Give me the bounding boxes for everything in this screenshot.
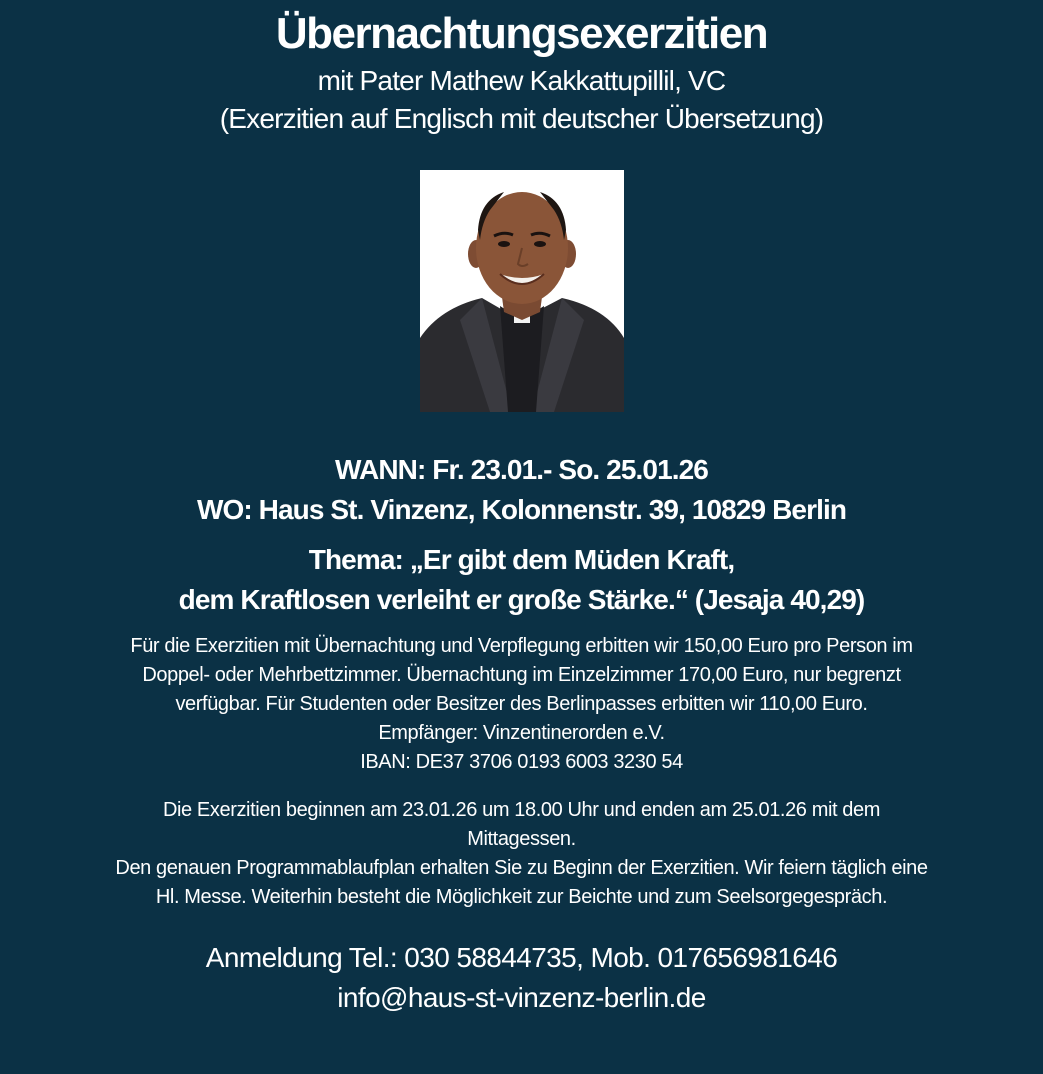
schedule-line-2: Mittagessen. bbox=[467, 828, 576, 850]
event-theme bbox=[0, 540, 1043, 620]
price-line-2: Doppel- oder Mehrbettzimmer. Übernachtung im Einzelzimmer 170,00 Euro, nur begrenzt bbox=[142, 664, 901, 686]
contact-info bbox=[0, 938, 1043, 1018]
payment-recipient: Empfänger: Vinzentinerorden e.V. bbox=[378, 722, 665, 744]
speaker-photo bbox=[420, 170, 624, 412]
theme-line-2: dem Kraftlosen verleiht er große Stärke.“ (Jesaja 40,29) bbox=[178, 584, 865, 615]
speaker-line: mit Pater Mathew Kakkattupillil, VC bbox=[317, 65, 726, 96]
theme-line-1: Thema: „Er gibt dem Müden Kraft, bbox=[308, 544, 735, 575]
schedule-line-3: Den genauen Programmablaufplan erhalten Sie zu Beginn der Exerzitien. Wir feiern täglich eine bbox=[115, 857, 928, 879]
language-note: (Exerzitien auf Englisch mit deutscher Übersetzung) bbox=[219, 103, 824, 134]
price-line-3: verfügbar. Für Studenten oder Besitzer des Berlinpasses erbitten wir 110,00 Euro. bbox=[175, 693, 868, 715]
event-location: WO: Haus St. Vinzenz, Kolonnenstr. 39, 10829 Berlin bbox=[196, 494, 847, 525]
page-title: Übernachtungsexerzitien bbox=[275, 9, 768, 58]
schedule-line-1: Die Exerzitien beginnen am 23.01.26 um 18.00 Uhr und enden am 25.01.26 mit dem bbox=[162, 799, 881, 821]
contact-phone: Anmeldung Tel.: 030 58844735, Mob. 017656981646 bbox=[205, 942, 838, 973]
price-info bbox=[0, 632, 1043, 777]
schedule-line-4: Hl. Messe. Weiterhin besteht die Möglichkeit zur Beichte und zum Seelsorgegespräch. bbox=[155, 886, 888, 908]
event-date: WANN: Fr. 23.01.- So. 25.01.26 bbox=[335, 454, 708, 485]
payment-iban: IBAN: DE37 3706 0193 6003 3230 54 bbox=[360, 751, 683, 773]
price-line-1: Für die Exerzitien mit Übernachtung und Verpflegung erbitten wir 150,00 Euro pro Person im bbox=[130, 635, 913, 657]
schedule-info bbox=[0, 796, 1043, 912]
event-details bbox=[0, 450, 1043, 530]
contact-email: info@haus-st-vinzenz-berlin.de bbox=[337, 982, 706, 1013]
